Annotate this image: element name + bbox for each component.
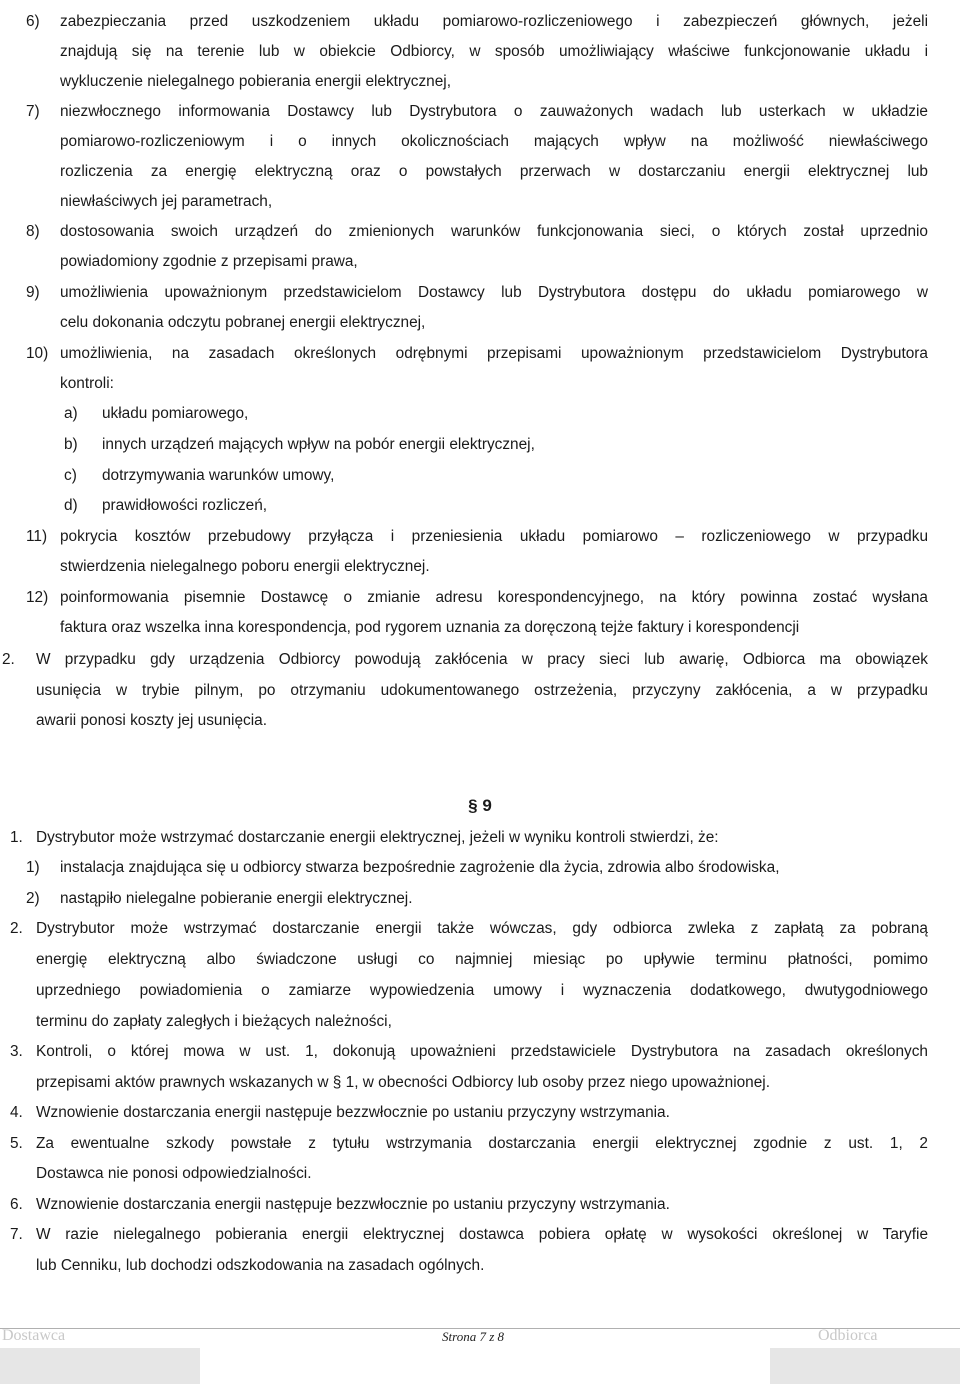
text-line: Dystrybutor może wstrzymać dostarczanie energii elektrycznej, jeżeli w wyniku kontroli stwierdzi, że: [36,829,719,846]
item-number: 8) [26,223,40,240]
text-line: usunięcia w trybie pilnym, po otrzymaniu udokumentowanego ostrzeżenia, przyczyny zakłócenia, a w przypadku [36,682,928,699]
item-number: 9) [26,284,40,301]
item-number: d) [64,497,78,514]
item-number: 4. [10,1104,23,1121]
text-line: pomiarowo-rozliczeniowym i o innych okolicznościach mających wpływ na możliwość niewłaściwego [60,133,928,150]
text-line: powiadomiony zgodnie z przepisami prawa, [60,253,358,270]
item-number: 6. [10,1196,23,1213]
text-line: energię elektryczną albo świadczone usługi co najmniej miesiąc po upływie terminu płatności, pomimo [36,951,928,968]
item-number: c) [64,467,77,484]
item-number: 2) [26,890,40,907]
text-line: W razie nielegalnego pobierania energii elektrycznej dostawca pobiera opłatę w wysokości określonej w Taryfie [36,1226,928,1243]
text-line: innych urządzeń mających wpływ na pobór energii elektrycznej, [102,436,535,453]
text-line: układu pomiarowego, [102,405,249,422]
text-line: Dystrybutor może wstrzymać dostarczanie energii także wówczas, gdy odbiorca zwleka z zapłatą za pobraną [36,920,928,937]
item-number: 5. [10,1135,23,1152]
text-line: Za ewentualne szkody powstałe z tytułu wstrzymania dostarczania energii elektrycznej zgodnie z ust. 1, 2 [36,1135,928,1152]
text-line: kontroli: [60,375,114,392]
text-line: zabezpieczania przed uszkodzeniem układu pomiarowo-rozliczeniowego i zabezpieczeń głównych, jeżeli [60,13,928,30]
page-number: Strona 7 z 8 [442,1329,504,1344]
text-line: Dostawca nie ponosi odpowiedzialności. [36,1165,312,1182]
item-number: 12) [26,589,49,606]
text-line: nastąpiło nielegalne pobieranie energii elektrycznej. [60,890,413,907]
item-number: 2. [2,651,15,668]
text-line: umożliwienia upoważnionym przedstawicielom Dostawcy lub Dystrybutora dostępu do układu pomiarowego w [60,284,928,301]
footer-right-label: Odbiorca [818,1327,878,1344]
text-line: uprzedniego powiadomienia o zamiarze wypowiedzenia umowy i wyznaczenia dodatkowego, dwutygodniowego [36,982,928,999]
text-line: przepisami aktów prawnych wskazanych w § 1, w obecności Odbiorcy lub osoby przez niego upoważnionej. [36,1074,770,1091]
text-line: poinformowania pisemnie Dostawcę o zmianie adresu korespondencyjnego, na który powinna zostać wysłana [60,589,928,606]
text-line: awarii ponosi koszty jej usunięcia. [36,712,267,729]
text-line: umożliwienia, na zasadach określonych odrębnymi przepisami upoważnionym przedstawicielom Dystrybutora [60,345,928,362]
text-line: lub Cenniku, lub dochodzi odszkodowania na zasadach ogólnych. [36,1257,485,1274]
item-number: 1. [10,829,23,846]
text-line: Wznowienie dostarczania energii następuje bezzwłocznie po ustaniu przyczyny wstrzymania. [36,1104,670,1121]
footer-left-label: Dostawca [2,1327,66,1344]
text-line: W przypadku gdy urządzenia Odbiorcy powodują zakłócenia w pracy sieci lub awarię, Odbiorca ma obowiązek [36,651,928,668]
text-line: Wznowienie dostarczania energii następuje bezzwłocznie po ustaniu przyczyny wstrzymania. [36,1196,670,1213]
text-line: wykluczenie nielegalnego pobierania energii elektrycznej, [60,73,451,90]
text-line: znajdują się na terenie lub w obiekcie Odbiorcy, w sposób umożliwiający właściwe funkcjonowanie układu i [60,43,928,60]
text-line: dotrzymywania warunków umowy, [102,467,335,484]
text-line: stwierdzenia nielegalnego poboru energii elektrycznej. [60,558,430,575]
item-number: 11) [26,528,48,545]
text-line: rozliczenia za energię elektryczną oraz o powstałych przerwach w dostarczaniu energii elektrycznej lub [60,163,928,180]
text-line: faktura oraz wszelka inna korespondencja, pod rygorem uznania za doręczoną tejże faktury i korespondencji [60,619,800,636]
item-number: 7) [26,103,40,120]
text-line: dostosowania swoich urządzeń do zmienionych warunków funkcjonowania sieci, o których został uprzednio [60,223,928,240]
item-number: 10) [26,345,49,362]
item-number: 1) [26,859,40,876]
item-number: 6) [26,13,40,30]
item-number: a) [64,405,78,422]
footer-signature-box-right [770,1348,960,1384]
item-number: 3. [10,1043,23,1060]
footer-signature-box-left [0,1348,200,1384]
text-line: pokrycia kosztów przebudowy przyłącza i przeniesienia układu pomiarowo – rozliczeniowego w przypadku [60,528,928,545]
section-heading: § 9 [468,796,492,815]
text-line: terminu do zapłaty zaległych i bieżących należności, [36,1013,392,1030]
text-line: prawidłowości rozliczeń, [102,497,268,514]
text-line: niewłaściwych jej parametrach, [60,193,273,210]
text-line: celu dokonania odczytu pobranej energii elektrycznej, [60,314,426,331]
item-number: 2. [10,920,23,937]
text-line: instalacja znajdująca się u odbiorcy stwarza bezpośrednie zagrożenie dla życia, zdrowia albo środowiska, [60,859,780,876]
item-number: 7. [10,1226,23,1243]
text-line: Kontroli, o której mowa w ust. 1, dokonują upoważnieni przedstawiciele Dystrybutora na zasadach określonych [36,1043,928,1060]
text-line: niezwłocznego informowania Dostawcy lub Dystrybutora o zauważonych wadach lub usterkach w układzie [60,103,928,120]
item-number: b) [64,436,78,453]
